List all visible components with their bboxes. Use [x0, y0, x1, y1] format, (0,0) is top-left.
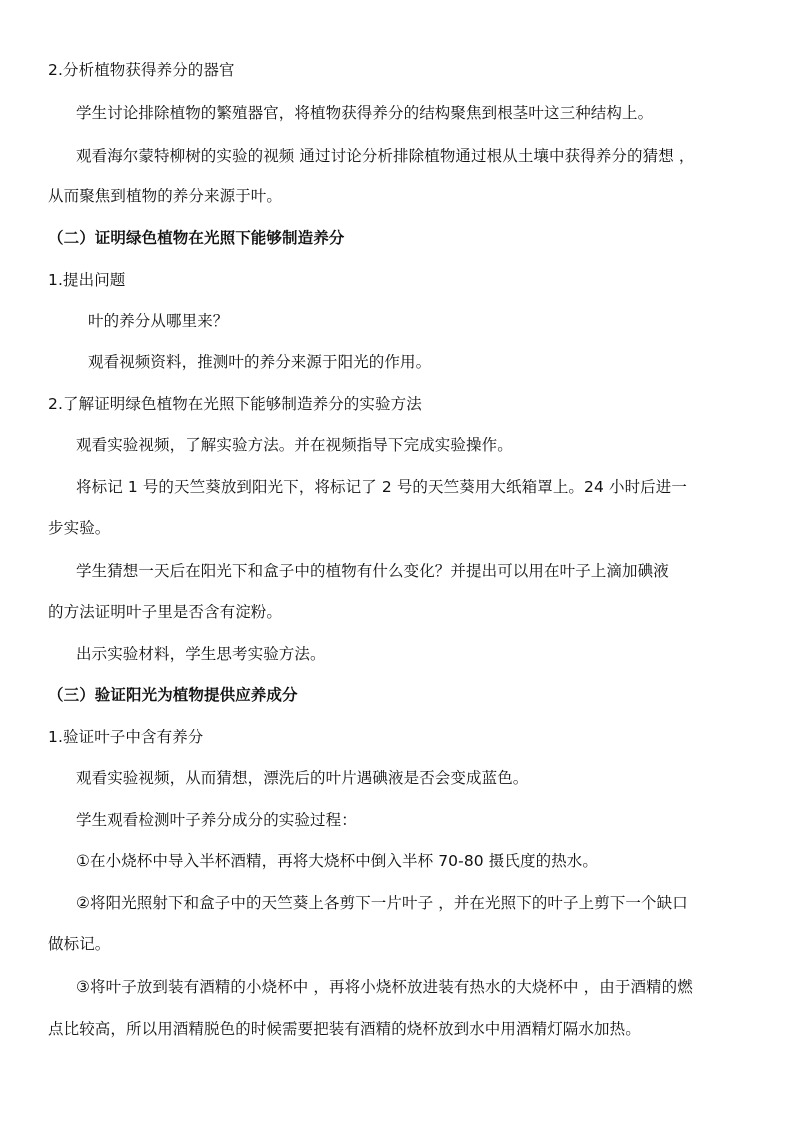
paragraph-line: 将标记 1 号的天竺葵放到阳光下，将标记了 2 号的天竺葵用大纸箱罩上。24 小时后进一 — [76, 478, 687, 496]
paragraph-line: 做标记。 — [48, 935, 111, 953]
section-subheading: 2.分析植物获得养分的器官 — [48, 61, 235, 79]
paragraph-line: 学生猜想一天后在阳光下和盒子中的植物有什么变化？并提出可以用在叶子上滴加碘液 — [76, 562, 669, 580]
paragraph-line: 出示实验材料，学生思考实验方法。 — [76, 645, 326, 663]
paragraph-line: 步实验。 — [48, 519, 111, 537]
paragraph-line: 学生观看检测叶子养分成分的实验过程： — [76, 811, 357, 829]
paragraph-line: 的方法证明叶子里是否含有淀粉。 — [48, 603, 283, 621]
paragraph-line: 观看海尔蒙特柳树的实验的视频 通过讨论分析排除植物通过根从土壤中获得养分的猜想 ， — [76, 147, 695, 165]
paragraph-line: 叶的养分从哪里来？ — [88, 312, 229, 330]
paragraph-line: 观看实验视频，了解实验方法。并在视频指导下完成实验操作。 — [76, 436, 513, 454]
section-subheading: 2.了解证明绿色植物在光照下能够制造养分的实验方法 — [48, 395, 422, 413]
paragraph-line: 观看视频资料，推测叶的养分来源于阳光的作用。 — [88, 353, 432, 371]
paragraph-line: 学生讨论排除植物的繁殖器官，将植物获得养分的结构聚焦到根茎叶这三种结构上。 — [76, 104, 654, 122]
paragraph-line: ③将叶子放到装有酒精的小烧杯中 ，再将小烧杯放进装有热水的大烧杯中 ，由于酒精的燃 — [76, 978, 693, 996]
paragraph-line: ②将阳光照射下和盒子中的天竺葵上各剪下一片叶子 ，并在光照下的叶子上剪下一个缺口 — [76, 894, 688, 912]
paragraph-line: 观看实验视频，从而猜想，漂洗后的叶片遇碘液是否会变成蓝色。 — [76, 769, 529, 787]
section-subheading: 1.提出问题 — [48, 271, 126, 289]
paragraph-line: 点比较高，所以用酒精脱色的时候需要把装有酒精的烧杯放到水中用酒精灯隔水加热。 — [48, 1020, 641, 1038]
paragraph-line: ①在小烧杯中导入半杯酒精，再将大烧杯中倒入半杯 70-80 摄氏度的热水。 — [76, 852, 598, 870]
section-heading: （二）证明绿色植物在光照下能够制造养分 — [48, 229, 345, 247]
section-subheading: 1.验证叶子中含有养分 — [48, 728, 204, 746]
section-heading: （三）验证阳光为植物提供应养成分 — [48, 686, 298, 704]
paragraph-line: 从而聚焦到植物的养分来源于叶。 — [48, 187, 283, 205]
